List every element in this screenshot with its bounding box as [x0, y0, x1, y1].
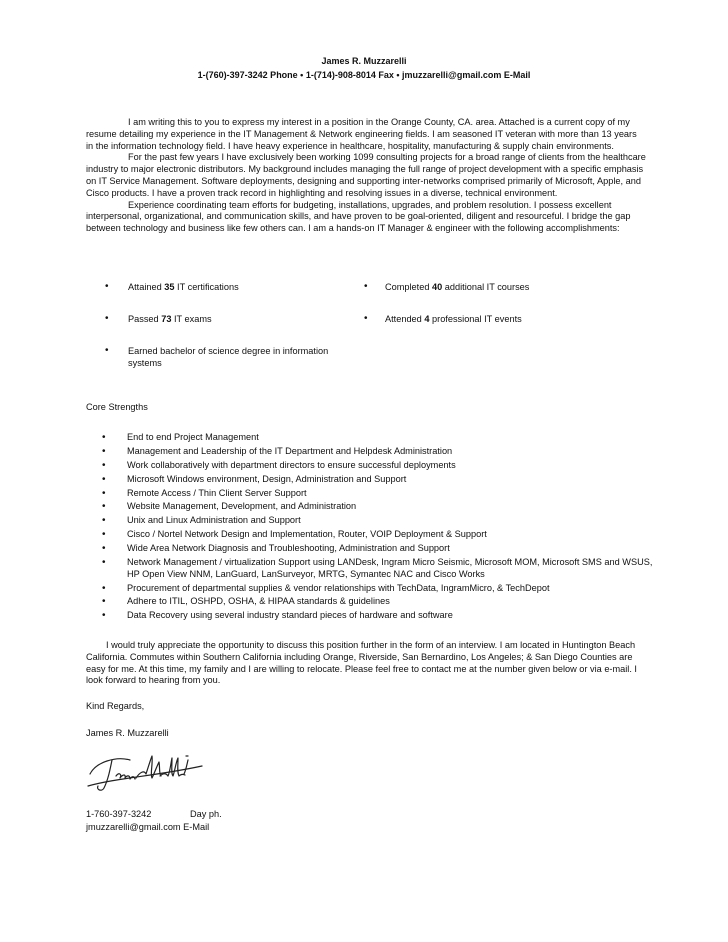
- core-strengths-list: [102, 432, 662, 624]
- bullet-icon: •: [102, 459, 106, 471]
- salutation: Kind Regards,: [86, 701, 145, 711]
- list-item: • Management and Leadership of the IT Department and Helpdesk Administration: [102, 445, 453, 457]
- closing-paragraph: I would truly appreciate the opportunity to discuss this position further in the form of an interview. I am located in Huntington Beach California. Commutes within Southern California including Orange, Riverside, San Bernardino, Los Angeles; & San Diego Counties are easy for me. At this time, my family and I are willing to relocate. Please feel free to contact me at the number given below or via e-mail. I look forward to hearing from you.: [86, 640, 637, 686]
- closing-section: [86, 640, 646, 687]
- handwritten-signature: [86, 748, 206, 798]
- bullet-icon: •: [364, 281, 368, 292]
- bullet-icon: •: [102, 557, 106, 569]
- list-item: • Data Recovery using several industry standard pieces of hardware and software: [102, 610, 453, 622]
- core-strengths-heading: Core Strengths: [86, 402, 148, 412]
- bullet-icon: •: [102, 543, 106, 555]
- accomplishment-item: Passed 73 IT exams: [128, 314, 212, 324]
- bullet-icon: •: [105, 313, 109, 324]
- list-item: • Procurement of departmental supplies & vendor relationships with TechData, IngramMicro, & TechDepot: [102, 582, 550, 594]
- list-item: • Wide Area Network Diagnosis and Troubleshooting, Administration and Support: [102, 543, 450, 555]
- footer-phone-line: [86, 809, 222, 819]
- signer-name: James R. Muzzarelli: [86, 728, 169, 738]
- footer-phone-label: Day ph.: [190, 809, 222, 819]
- bullet-icon: •: [364, 313, 368, 324]
- list-item: • Website Management, Development, and Administration: [102, 501, 357, 513]
- bullet-icon: •: [102, 515, 106, 527]
- accomplishment-item: Completed 40 additional IT courses: [385, 282, 530, 292]
- bullet-icon: •: [102, 582, 106, 594]
- list-item: • Adhere to ITIL, OSHPD, OSHA, & HIPAA standards & guidelines: [102, 596, 390, 608]
- intro-paragraph-1: I am writing this to you to express my interest in a position in the Orange County, CA. area. Attached is a current copy of my resume detailing my experience in the IT Management & Network engineering fields. I am seasoned IT veteran with more than 13 years in the information technology field. I have heavy experience in healthcare, hospitality, manufacturing & supply chain environments.: [86, 117, 637, 151]
- bullet-icon: •: [102, 445, 106, 457]
- letter-header-contact: 1-(760)-397-3242 Phone • 1-(714)-908-8014 Fax • jmuzzarelli@gmail.com E-Mail: [197, 70, 531, 80]
- accomplishment-item: Attained 35 IT certifications: [128, 282, 239, 292]
- bullet-icon: •: [102, 529, 106, 541]
- intro-paragraph-2: For the past few years I have exclusively been working 1099 consulting projects for a broad range of clients from the healthcare industry to major electronic distributors. My background includes managing the full range of project development with a specific emphasis on IT Service Management. Software deployments, designing and supporting inter-networks comprised primarily of Microsoft, Apple, and Cisco products. I have a proven track record in highlighting and resolving issues in a diverse, technical environment.: [86, 152, 646, 198]
- accomplishment-item: Attended 4 professional IT events: [385, 314, 522, 324]
- list-item: • Cisco / Nortel Network Design and Implementation, Router, VOIP Deployment & Support: [102, 529, 487, 541]
- bullet-icon: •: [102, 596, 106, 608]
- intro-paragraph-3: Experience coordinating team efforts for budgeting, installations, upgrades, and problem resolution. I possess excellent interpersonal, organizational, and communication skills, and have proven to be goal-oriented, diligent and resourceful. I bridge the gap between technology and business like few others can. I am a hands-on IT Manager & engineer with the following accomplishments:: [86, 199, 631, 234]
- bullet-icon: •: [105, 281, 109, 292]
- footer-email: jmuzzarelli@gmail.com E-Mail: [86, 822, 210, 832]
- list-item: • Remote Access / Thin Client Server Support: [102, 487, 307, 499]
- bullet-icon: •: [102, 487, 106, 499]
- bullet-icon: •: [105, 345, 109, 356]
- footer-phone: 1-760-397-3242: [86, 809, 152, 819]
- bullet-icon: •: [102, 501, 106, 513]
- bullet-icon: •: [102, 432, 106, 443]
- letter-header-name: James R. Muzzarelli: [321, 56, 407, 66]
- list-item: • Unix and Linux Administration and Support: [102, 515, 301, 527]
- bullet-icon: •: [102, 473, 106, 485]
- list-item: • End to end Project Management: [102, 432, 259, 443]
- accomplishment-item: Earned bachelor of science degree in information systems: [128, 346, 329, 368]
- list-item: • Network Management / virtualization Support using LANDesk, Ingram Micro Seismic, Microsoft MOM, Microsoft SMS and WSUS, HP Open View NNM, LanGuard, LanSurveyor, MRTG, Symantec NAC and Cisco Works: [102, 557, 653, 579]
- bullet-icon: •: [102, 610, 106, 622]
- intro-section: [86, 117, 646, 235]
- list-item: • Microsoft Windows environment, Design, Administration and Support: [102, 473, 407, 485]
- list-item: • Work collaboratively with department directors to ensure successful deployments: [102, 459, 456, 471]
